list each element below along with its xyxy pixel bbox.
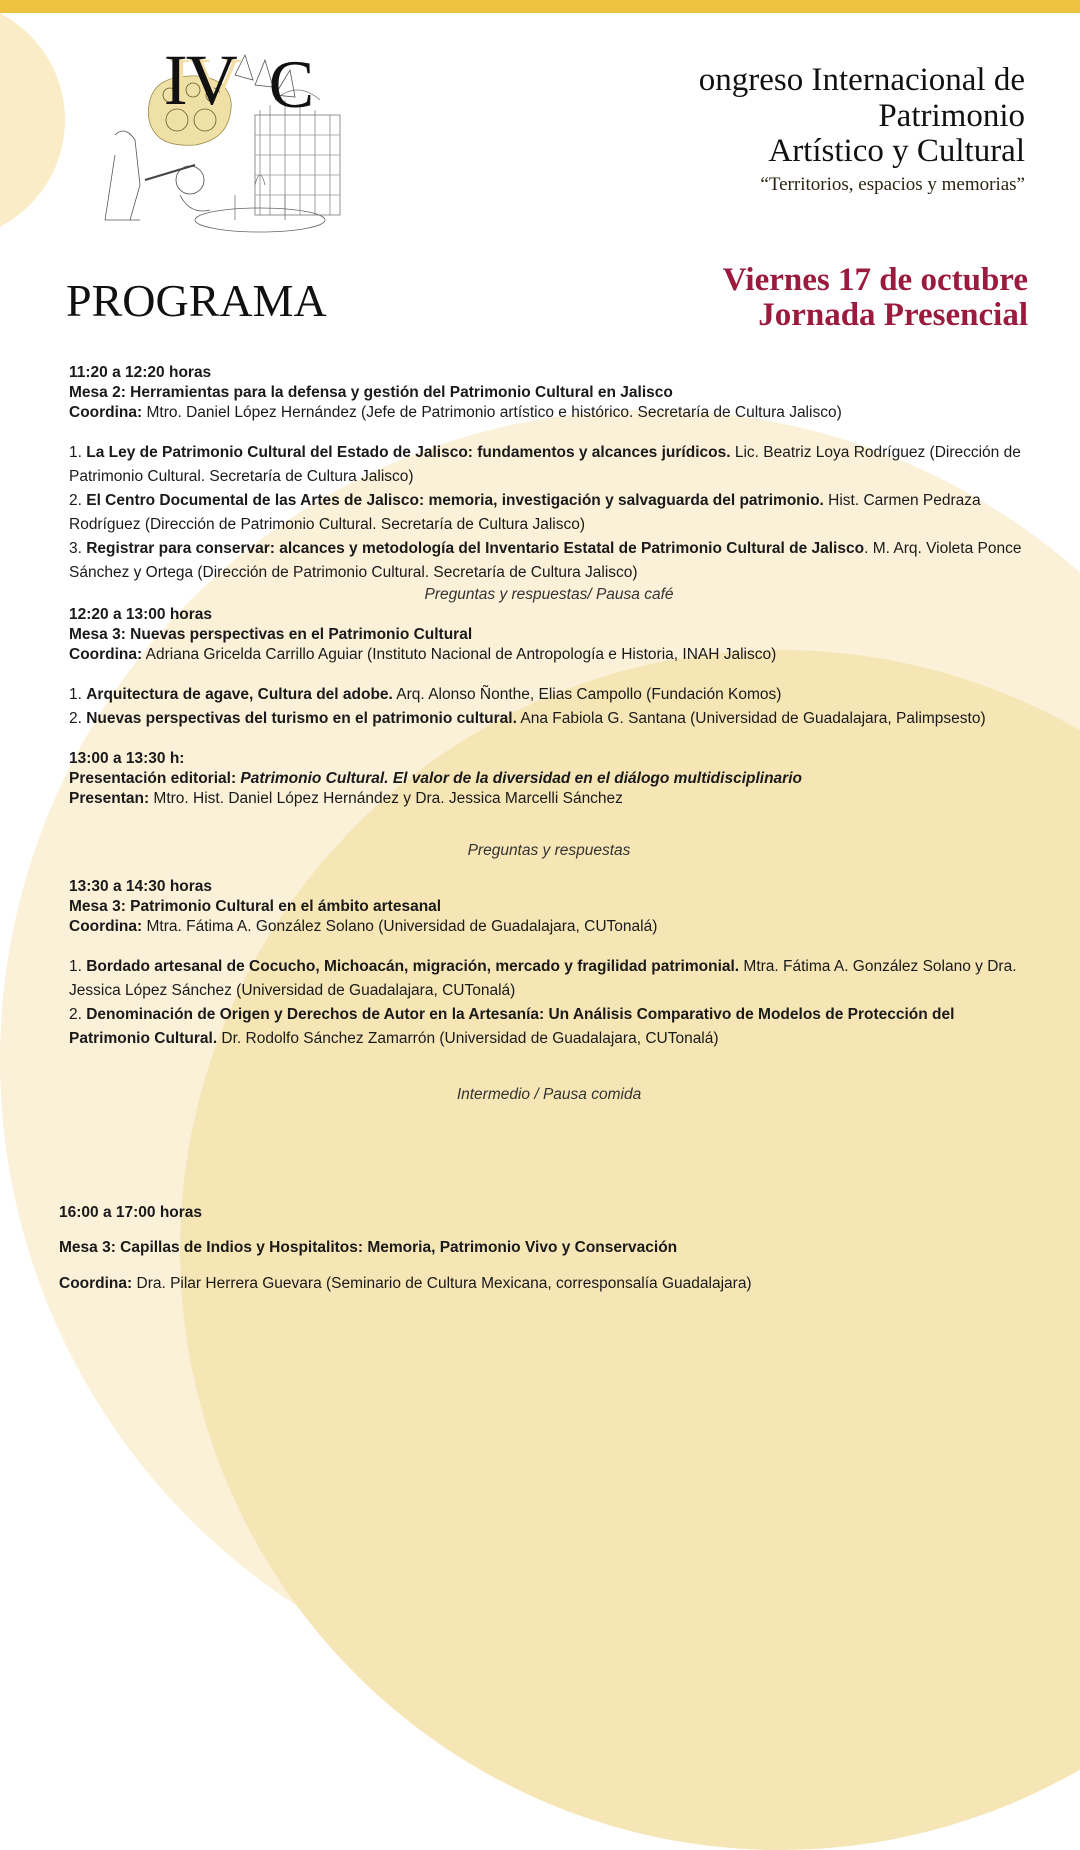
talk-title: Registrar para conservar: alcances y metodología del Inventario Estatal de Patrimonio Cultural de Jalisco bbox=[86, 540, 865, 557]
decorative-circle-top-left bbox=[0, 0, 65, 240]
talk-number: 2. bbox=[69, 492, 87, 509]
title-initial: C bbox=[268, 46, 315, 122]
session-coordinator bbox=[69, 645, 1029, 665]
talk-title: Denominación de Origen y Derechos de Autor en la Artesanía: Un Análisis Comparativo de Modelos de Protección del Patrimonio Cultural. bbox=[69, 1006, 955, 1047]
presenters-label: Presentan: bbox=[69, 790, 150, 807]
book-title: Patrimonio Cultural. El valor de la diversidad en el diálogo multidisciplinario bbox=[240, 770, 802, 787]
session-title: Mesa 3: Capillas de Indios y Hospitalitos: Memoria, Patrimonio Vivo y Conservación bbox=[59, 1239, 678, 1256]
title-line-1: ongreso Internacional de bbox=[698, 62, 1025, 98]
edition-numeral: IV bbox=[163, 40, 236, 120]
session-block bbox=[59, 1187, 1019, 1309]
talk-speaker: . M. Arq. Violeta Ponce Sánchez y Ortega (Dirección de Patrimonio Cultural. Secretaría de Cultura Jalisco) bbox=[69, 540, 1022, 581]
session-time: 13:00 a 13:30 h: bbox=[69, 750, 185, 767]
talk-title: La Ley de Patrimonio Cultural del Estado de Jalisco: fundamentos y alcances jurídicos. bbox=[86, 444, 731, 461]
session-title: Mesa 3: Patrimonio Cultural en el ámbito artesanal bbox=[69, 898, 442, 915]
session-coordinator bbox=[69, 917, 1029, 937]
title-line-3: Artístico y Cultural bbox=[768, 133, 1025, 169]
top-accent-bar bbox=[0, 0, 1080, 13]
session-block bbox=[69, 605, 1029, 731]
coordinator-name: Adriana Gricelda Carrillo Aguiar (Instituto Nacional de Antropología e Historia, INAH Jalisco) bbox=[142, 646, 777, 663]
talk-number: 1. bbox=[69, 686, 87, 703]
talk-speaker: Mtra. Fátima A. González Solano y Dra. Jessica López Sánchez (Universidad de Guadalajara, CUTonalá) bbox=[69, 958, 1017, 999]
talk-speaker: Ana Fabiola G. Santana (Universidad de Guadalajara, Palimpsesto) bbox=[516, 710, 986, 727]
break-note: Preguntas y respuestas bbox=[467, 842, 631, 859]
coordinator-name: Dra. Pilar Herrera Guevara (Seminario de Cultura Mexicana, corresponsalía Guadalajara) bbox=[132, 1274, 752, 1292]
talk-speaker: Arq. Alonso Ñonthe, Elias Campollo (Fundación Komos) bbox=[392, 686, 782, 703]
talk-number: 3. bbox=[69, 540, 87, 557]
talk-number: 2. bbox=[69, 1006, 87, 1023]
talk-item bbox=[69, 683, 1029, 707]
event-date: Viernes 17 de octubre bbox=[722, 262, 1028, 298]
session-title: Mesa 3: Nuevas perspectivas en el Patrimonio Cultural bbox=[69, 626, 473, 643]
talk-list bbox=[69, 683, 1029, 731]
talk-item bbox=[69, 707, 1029, 731]
coordinator-label: Coordina: bbox=[69, 646, 143, 663]
editorial-label: Presentación editorial: bbox=[69, 770, 241, 787]
break-note: Preguntas y respuestas/ Pausa café bbox=[424, 586, 674, 603]
coordinator-label: Coordina: bbox=[69, 918, 143, 935]
talk-number: 1. bbox=[69, 444, 87, 461]
date-block bbox=[723, 263, 1028, 333]
talk-list bbox=[69, 441, 1029, 585]
session-time: 16:00 a 17:00 horas bbox=[59, 1203, 203, 1221]
session-block bbox=[69, 363, 1029, 605]
session-time: 13:30 a 14:30 horas bbox=[69, 878, 213, 895]
session-title: Mesa 2: Herramientas para la defensa y gestión del Patrimonio Cultural en Jalisco bbox=[69, 384, 673, 401]
talk-title: Arquitectura de agave, Cultura del adobe. bbox=[86, 686, 393, 703]
talk-title: El Centro Documental de las Artes de Jalisco: memoria, investigación y salvaguarda del patrimonio. bbox=[86, 492, 824, 509]
session-title bbox=[69, 769, 1029, 789]
break-note: Intermedio / Pausa comida bbox=[456, 1086, 642, 1103]
session-coordinator bbox=[59, 1274, 1019, 1294]
session-block bbox=[69, 749, 1029, 861]
talk-item bbox=[69, 955, 1029, 1003]
coordinator-name: Mtra. Fátima A. González Solano (Universidad de Guadalajara, CUTonalá) bbox=[142, 918, 658, 935]
session-time: 12:20 a 13:00 horas bbox=[69, 606, 213, 623]
programa-heading: PROGRAMA bbox=[66, 275, 327, 326]
presenters-names: Mtro. Hist. Daniel López Hernández y Dra. Jessica Marcelli Sánchez bbox=[149, 790, 623, 807]
title-line-2: Patrimonio bbox=[878, 98, 1025, 134]
talk-speaker: Dr. Rodolfo Sánchez Zamarrón (Universidad de Guadalajara, CUTonalá) bbox=[217, 1030, 719, 1047]
talk-item bbox=[69, 1003, 1029, 1051]
coordinator-label: Coordina: bbox=[69, 404, 143, 421]
program-content bbox=[69, 363, 1029, 1105]
coordinator-name: Mtro. Daniel López Hernández (Jefe de Patrimonio artístico e histórico. Secretaría de Cultura Jalisco) bbox=[142, 404, 842, 421]
talk-number: 2. bbox=[69, 710, 87, 727]
talk-item bbox=[69, 441, 1029, 489]
tagline: “Territorios, espacios y memorias” bbox=[760, 174, 1025, 195]
session-coordinator bbox=[69, 403, 1029, 423]
talk-title: Bordado artesanal de Cocucho, Michoacán, migración, mercado y fragilidad patrimonial. bbox=[86, 958, 740, 975]
talk-item bbox=[69, 489, 1029, 537]
congress-title bbox=[163, 40, 1025, 197]
talk-speaker: Lic. Beatriz Loya Rodríguez (Dirección de Patrimonio Cultural. Secretaría de Cultura Jalisco) bbox=[69, 444, 1021, 485]
event-mode: Jornada Presencial bbox=[758, 297, 1028, 333]
session-presenters bbox=[69, 789, 1029, 809]
coordinator-label: Coordina: bbox=[59, 1274, 133, 1292]
talk-item bbox=[69, 537, 1029, 585]
session-time: 11:20 a 12:20 horas bbox=[69, 364, 212, 381]
talk-list bbox=[69, 955, 1029, 1051]
talk-title: Nuevas perspectivas del turismo en el patrimonio cultural. bbox=[86, 710, 517, 727]
talk-speaker: Hist. Carmen Pedraza Rodríguez (Dirección de Patrimonio Cultural. Secretaría de Cultura Jalisco) bbox=[69, 492, 981, 533]
session-block bbox=[69, 877, 1029, 1105]
talk-number: 1. bbox=[69, 958, 87, 975]
